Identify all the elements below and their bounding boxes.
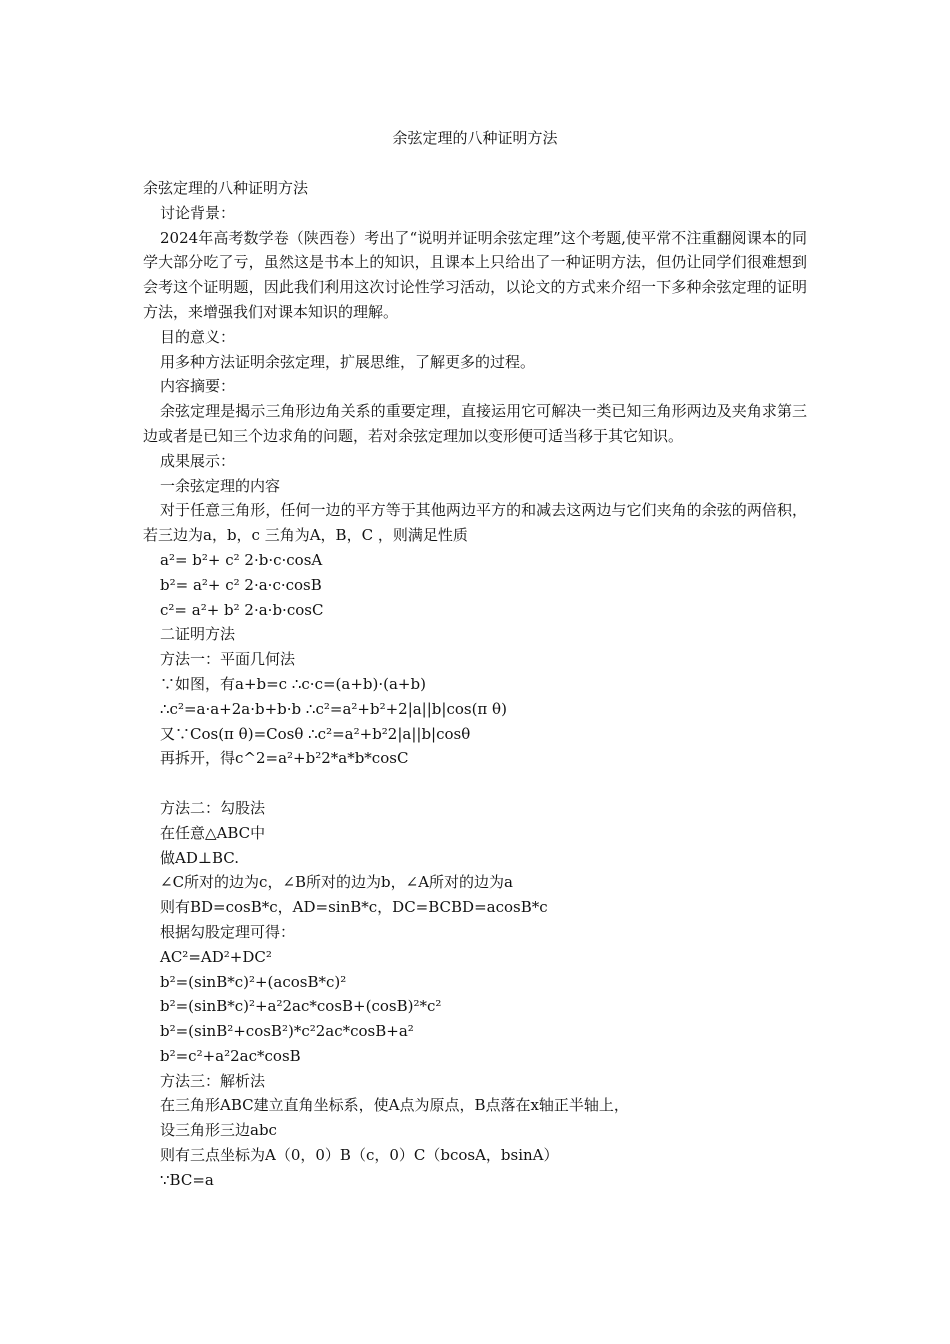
blank-line [143, 771, 807, 796]
text-line: 用多种方法证明余弦定理，扩展思维，了解更多的过程。 [160, 352, 536, 371]
paragraph: 余弦定理是揭示三角形边角关系的重要定理，直接运用它可解决一类已知三角形两边及夹角求第三边或者是已知三个边求角的问题，若对余弦定理加以变形便可适当移于其它知识。 [143, 402, 807, 445]
paragraph: 对于任意三角形，任何一边的平方等于其他两边平方的和减去这两边与它们夹角的余弦的两倍积，若三边为a，b，c 三角为A，B，C ，则满足性质 [143, 501, 807, 545]
text-line: a²= b²+ c² 2·b·c·cosA [160, 550, 323, 569]
text-line: 一余弦定理的内容 [160, 476, 281, 495]
text-line: ∵如图，有a+b=c ∴c·c=(a+b)·(a+b) [160, 674, 426, 693]
text-line: 则有BD=cosB*c，AD=sinB*c，DC=BCBD=acosB*c [160, 898, 548, 917]
text-line: ∠C所对的边为c，∠B所对的边为b，∠A所对的边为a [160, 873, 513, 892]
text-line: 二证明方法 [160, 625, 236, 644]
text-line: b²=(sinB*c)²+(acosB*c)² [160, 972, 347, 991]
text-line: 做AD⊥BC. [160, 848, 239, 867]
text-line: 目的意义： [160, 327, 236, 346]
text-line: 又∵Cos(π θ)=Cosθ ∴c²=a²+b²2|a||b|cosθ [160, 724, 471, 743]
text-line: ∵BC=a [160, 1170, 214, 1189]
text-line: 讨论背景： [160, 203, 236, 222]
text-line: 在任意△ABC中 [160, 823, 266, 842]
paragraph: 2024年高考数学卷（陕西卷）考出了“说明并证明余弦定理”这个考题,使平常不注重翻阅课本的同学大部分吃了亏，虽然这是书本上的知识，且课本上只给出了一种证明方法，但仍让同学们很难想到会考这个证明题，因此我们利用这次讨论性学习活动，以论文的方式来介绍一下多种余弦定理的证明方法，来增强我们对课本知识的理解。 [143, 228, 807, 321]
text-line: 余弦定理的八种证明方法 [143, 179, 309, 197]
text-line: c²= a²+ b² 2·a·b·cosC [160, 600, 324, 619]
text-line: 根据勾股定理可得： [160, 922, 296, 941]
text-line: 则有三点坐标为A（0，0）B（c，0）C（bcosA，bsinA） [160, 1146, 559, 1165]
text-line: ∴c²=a·a+2a·b+b·b ∴c²=a²+b²+2|a||b|cos(π θ) [160, 699, 507, 718]
text-line: AC²=AD²+DC² [160, 947, 272, 966]
text-line: b²=(sinB*c)²+a²2ac*cosB+(cosB)²*c² [160, 997, 442, 1016]
text-line: 方法一：平面几何法 [160, 650, 296, 669]
text-line: b²= a²+ c² 2·a·c·cosB [160, 575, 322, 594]
text-line: 设三角形三边abc [160, 1121, 277, 1140]
text-line: b²=c²+a²2ac*cosB [160, 1046, 301, 1065]
text-line: 成果展示： [160, 451, 236, 470]
text-line: 方法三：解析法 [160, 1071, 266, 1090]
text-line: 再拆开，得c^2=a²+b²2*a*b*cosC [160, 749, 409, 768]
text-line: 内容摘要： [160, 377, 236, 396]
text-line: 方法二：勾股法 [160, 798, 266, 817]
text-line: 在三角形ABC建立直角坐标系，使A点为原点，B点落在x轴正半轴上， [160, 1096, 629, 1115]
document-title: 余弦定理的八种证明方法 [392, 129, 558, 147]
document-body [143, 176, 807, 1193]
text-line: b²=(sinB²+cosB²)*c²2ac*cosB+a² [160, 1022, 414, 1041]
